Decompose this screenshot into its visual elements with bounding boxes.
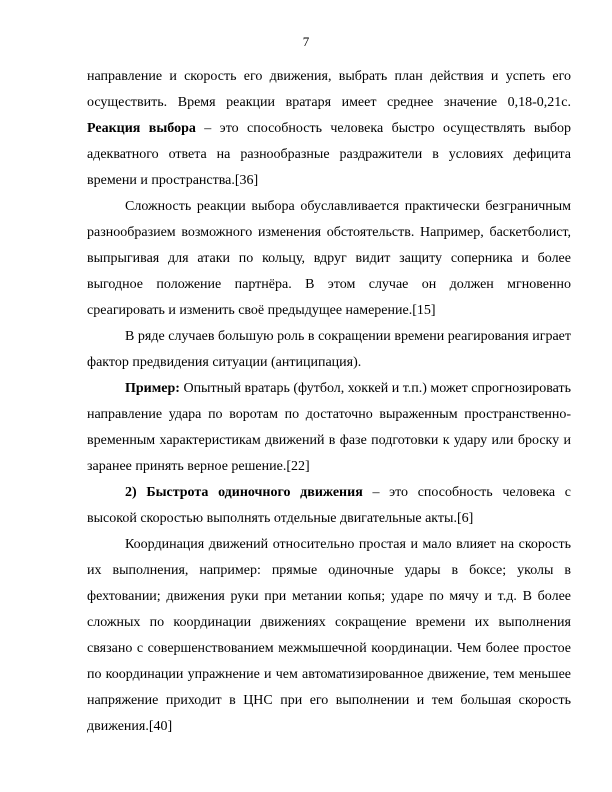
body-text (87, 64, 571, 740)
example-label: Пример: (125, 381, 180, 396)
paragraph-choice-complexity: Сложность реакции выбора обуславливается практически безграничным разнообразием возможного изменения обстоятельств. Например, баскетболист, выпрыгивая для атаки по кольцу, вдруг видит защиту соперника и более выгодное положение партнёра. В этом случае он должен мгновенно среагировать и изменить своё предыдущее намерение.[15] (87, 199, 571, 318)
paragraph-coordination: Координация движений относительно простая и мало влияет на скорость их выполнения, например: прямые одиночные удары в боксе; уколы в фехтовании; движения руки при метании копья; ударе по мячу и т.д. В более сложных по координации движениях сокращение времени их выполнения связано с совершенствованием межмышечной координации. Чем более простое по координации упражнение и чем автоматизированное движение, тем меньшее напряжение приходит в ЦНС при его выполнении и тем большая скорость движения.[40] (87, 537, 571, 734)
paragraph-anticipation: В ряде случаев большую роль в сокращении времени реагирования играет фактор предвидения ситуации (антиципация). (87, 329, 571, 370)
term-single-movement-speed: 2) Быстрота одиночного движения (125, 485, 363, 500)
paragraph-reaction-time: направление и скорость его движения, выбрать план действия и успеть его осуществить. Время реакции вратаря имеет среднее значение 0,18-0,21с. Реакция выбора – это способность человека быстро осуществлять выбор адекватного ответа на разнообразные раздражители в условиях дефицита времени и пространства.[36] (87, 69, 571, 188)
page-number: 7 (302, 34, 310, 49)
paragraph-single-movement-speed: 2) Быстрота одиночного движения – это способность человека с высокой скоростью выполнять отдельные двигательные акты.[6] (87, 485, 571, 526)
term-choice-reaction: Реакция выбора (87, 121, 196, 136)
paragraph-example: Пример: Опытный вратарь (футбол, хоккей и т.п.) может спрогнозировать направление удара по воротам по достаточно выраженным пространственно-временным характеристикам движений в фазе подготовки к удару или броску и заранее принять верное решение.[22] (87, 381, 571, 474)
